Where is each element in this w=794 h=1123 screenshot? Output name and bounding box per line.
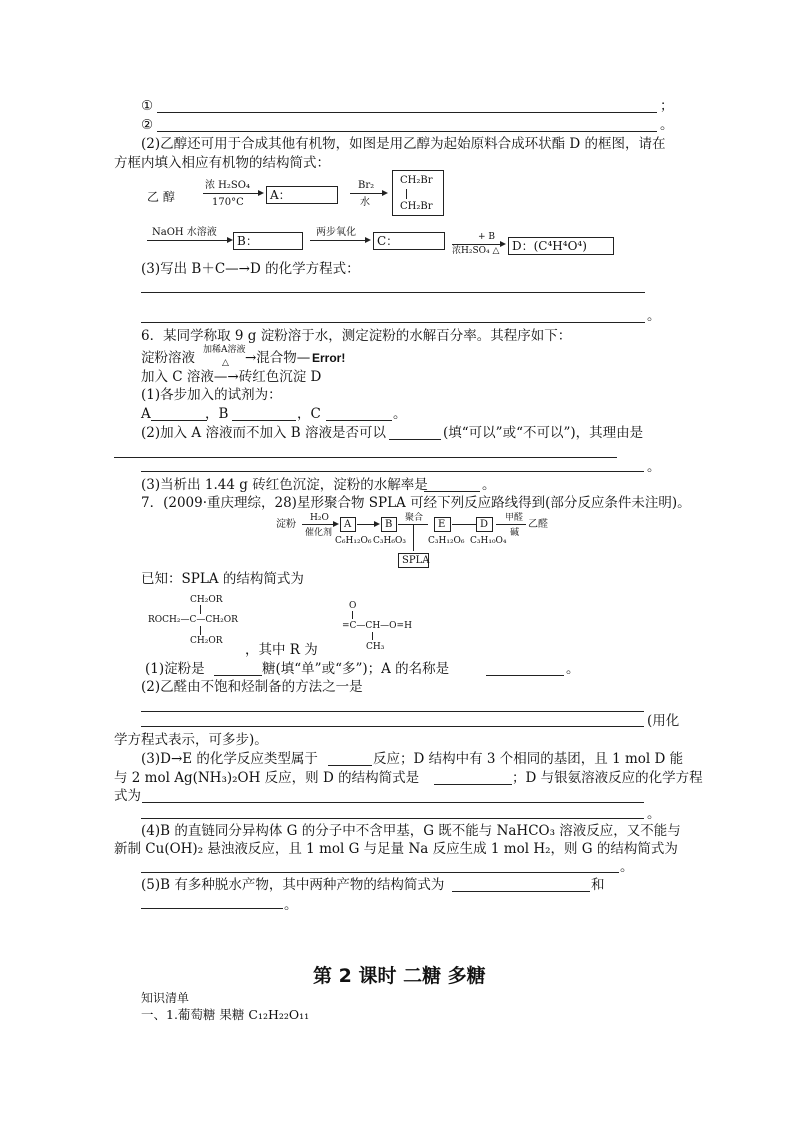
paragraph: (2)乙醇还可用于合成其他有机物，如图是用乙醇为起始原料合成环状酯 D 的框图，请在	[141, 136, 666, 152]
answer-blank[interactable]	[232, 420, 296, 421]
arrow-head-icon	[258, 190, 264, 196]
answer-blank[interactable]	[486, 675, 564, 676]
condition-bottom: 碱	[510, 528, 520, 538]
paragraph: (3)当析出 1.44 g 砖红色沉淀，淀粉的水解率是	[141, 477, 428, 493]
label: ，B	[205, 406, 229, 422]
paragraph: 式为	[114, 788, 141, 804]
formula: CH₂Br	[400, 201, 433, 212]
reaction-arrow	[302, 524, 334, 525]
compound-b: B	[381, 517, 397, 532]
condition-bottom: △	[222, 358, 229, 368]
punct: 。	[284, 897, 298, 913]
paragraph: 糖(填“单”或“多”)；A 的名称是	[262, 661, 450, 677]
punct: 。	[482, 477, 496, 493]
answer-blank[interactable]	[326, 420, 392, 421]
answer-blank[interactable]	[452, 891, 590, 892]
condition-top: Br₂	[358, 180, 375, 191]
paragraph: 方框内填入相应有机物的结构简式：	[114, 155, 330, 171]
condition-top: 聚合	[405, 513, 424, 523]
paragraph: (用化	[647, 713, 680, 729]
condition-bottom: 浓H₂SO₄ △	[452, 246, 500, 256]
scheme-end: 乙醛	[528, 519, 548, 530]
paragraph: (5)B 有多种脱水产物，其中两种产物的结构简式为	[141, 877, 445, 893]
paragraph: ，其中 R 为	[245, 642, 318, 658]
reaction-arrow	[203, 193, 258, 194]
answer-blank[interactable]	[141, 726, 644, 727]
reaction-arrow	[452, 524, 476, 525]
paragraph: 反应；D 结构中有 3 个相同的基团，且 1 mol D 能	[373, 751, 684, 767]
formula: =C—CH—O=H	[342, 621, 412, 631]
formula: C₆H₁₂O₆	[335, 536, 372, 546]
paragraph: (1)淀粉是	[145, 661, 205, 677]
answer-blank[interactable]	[141, 908, 283, 909]
arrow-head-icon	[365, 237, 371, 243]
section-subtitle: 知识清单	[141, 991, 190, 1005]
paragraph: 与 2 mol Ag(NH₃)₂OH 反应，则 D 的结构简式是	[114, 770, 420, 786]
scheme-start: 淀粉	[276, 519, 296, 530]
paragraph: (2)乙醛由不饱和烃制备的方法之一是	[141, 679, 363, 695]
flow-line: 加入 C 溶液—→砖红色沉淀 D	[141, 369, 322, 385]
formula: C₃H₁₀O₄	[470, 536, 507, 546]
paragraph: (1)各步加入的试剂为：	[141, 387, 282, 403]
condition-top: H₂O	[310, 513, 329, 523]
paragraph: 学方程式表示，可多步)。	[114, 732, 268, 748]
punct: 。	[647, 459, 661, 475]
answer-box-a[interactable]: A：	[266, 186, 338, 204]
paragraph: (3)D→E 的化学反应类型属于	[141, 751, 318, 767]
answer-blank[interactable]	[434, 784, 512, 785]
answer-blank[interactable]	[141, 322, 645, 323]
spla-box: SPLA	[398, 553, 429, 568]
condition-top: NaOH 水溶液	[152, 227, 217, 238]
blank-label-2: ②	[141, 117, 154, 133]
bond-line	[200, 605, 201, 614]
bond-line	[352, 611, 353, 619]
flow-start: 淀粉溶液	[141, 350, 195, 366]
answer-blank[interactable]	[141, 818, 644, 819]
answer-blank[interactable]	[424, 491, 480, 492]
formula: C₃H₆O₃	[373, 536, 406, 546]
label: ，C	[297, 406, 321, 422]
formula: CH₂OR	[190, 595, 223, 605]
condition-top: 浓 H₂SO₄	[205, 180, 250, 191]
formula: ROCH₂—C—CH₂OR	[148, 615, 238, 625]
question-stem: 6．某同学称取 9 g 淀粉溶于水，测定淀粉的水解百分率。其程序如下：	[141, 328, 572, 344]
condition-bottom: 水	[360, 197, 370, 208]
condition-bottom: 催化剂	[305, 528, 333, 538]
formula: CH₃	[366, 642, 385, 652]
arrow-head-icon	[500, 241, 506, 247]
arrow-head-icon	[382, 190, 388, 196]
punct: ；	[660, 98, 674, 114]
answer-blank[interactable]	[214, 675, 262, 676]
answer-blank[interactable]	[114, 457, 617, 458]
punct: 。	[620, 859, 634, 875]
bond-line	[372, 632, 373, 640]
compound-e: E	[434, 517, 451, 532]
paragraph: (3)写出 B＋C—→D 的化学方程式：	[141, 261, 360, 277]
reaction-arrow	[452, 244, 502, 245]
question-stem: 7．(2009·重庆理综，28)星形聚合物 SPLA 可经下列反应路线得到(部分反应条件未注明)。	[141, 495, 691, 511]
reaction-arrow	[496, 524, 526, 525]
condition-top: 加稀A溶液	[203, 345, 246, 355]
branch-line	[413, 524, 414, 551]
blank-label-1: ①	[141, 98, 154, 114]
paragraph: (填“可以”或“不可以”)，其理由是	[443, 425, 644, 441]
bond-line	[406, 189, 407, 199]
answer-box-d[interactable]: D：(C⁴H⁴O⁴)	[508, 237, 614, 255]
compound-a: A	[340, 517, 356, 532]
flow-mid: →混合物—	[245, 350, 311, 366]
list-item: 一、1.葡萄糖 果糖 C₁₂H₂₂O₁₁	[141, 1007, 310, 1022]
reaction-arrow	[357, 524, 375, 525]
formula: O	[349, 601, 357, 611]
punct: 。	[647, 308, 661, 324]
condition-bottom: 170°C	[212, 197, 244, 208]
label: A	[141, 406, 151, 422]
condition-top: + B	[478, 232, 496, 242]
formula: C₃H₁₂O₆	[428, 536, 465, 546]
formula: CH₂Br	[400, 175, 433, 186]
condition-top: 甲醛	[505, 513, 524, 523]
condition-top: 两步氧化	[316, 227, 356, 238]
punct: 。	[566, 661, 580, 677]
answer-blank[interactable]	[328, 765, 372, 766]
formula: CH₂OR	[190, 636, 223, 646]
arrow-head-icon	[333, 521, 339, 527]
answer-blank[interactable]	[141, 711, 644, 712]
reaction-arrow	[147, 240, 227, 241]
paragraph: 已知：SPLA 的结构简式为	[141, 571, 304, 587]
answer-blank[interactable]	[141, 471, 644, 472]
answer-box-b[interactable]: B：	[233, 232, 303, 250]
answer-blank[interactable]	[141, 292, 645, 293]
paragraph: (4)B 的直链同分异构体 G 的分子中不含甲基，G 既不能与 NaHCO₃ 溶液反应，又不能与	[141, 823, 681, 839]
punct: 。	[393, 406, 407, 422]
answer-blank[interactable]	[157, 131, 657, 132]
punct: 。	[660, 117, 674, 133]
error-text: Error!	[312, 351, 346, 365]
reaction-arrow	[310, 240, 368, 241]
paragraph: ；D 与银氨溶液反应的化学方程	[512, 770, 703, 786]
bond-line	[200, 626, 201, 635]
answer-blank[interactable]	[141, 872, 619, 873]
answer-blank[interactable]	[151, 420, 207, 421]
answer-blank[interactable]	[142, 802, 644, 803]
section-title: 第 2 课时 二糖 多糖	[313, 965, 486, 987]
answer-blank[interactable]	[157, 112, 657, 113]
paragraph: 和	[591, 877, 605, 893]
flow-start: 乙 醇	[147, 190, 175, 204]
paragraph: 新制 Cu(OH)₂ 悬浊液反应，且 1 mol G 与足量 Na 反应生成 1 mol H₂，则 G 的结构简式为	[114, 841, 678, 857]
compound-d: D	[476, 517, 493, 532]
answer-blank[interactable]	[389, 439, 441, 440]
punct: 。	[647, 806, 661, 822]
arrow-head-icon	[374, 521, 380, 527]
answer-box-c[interactable]: C：	[373, 232, 445, 250]
reaction-arrow	[350, 193, 382, 194]
paragraph: (2)加入 A 溶液而不加入 B 溶液是否可以	[141, 425, 386, 441]
